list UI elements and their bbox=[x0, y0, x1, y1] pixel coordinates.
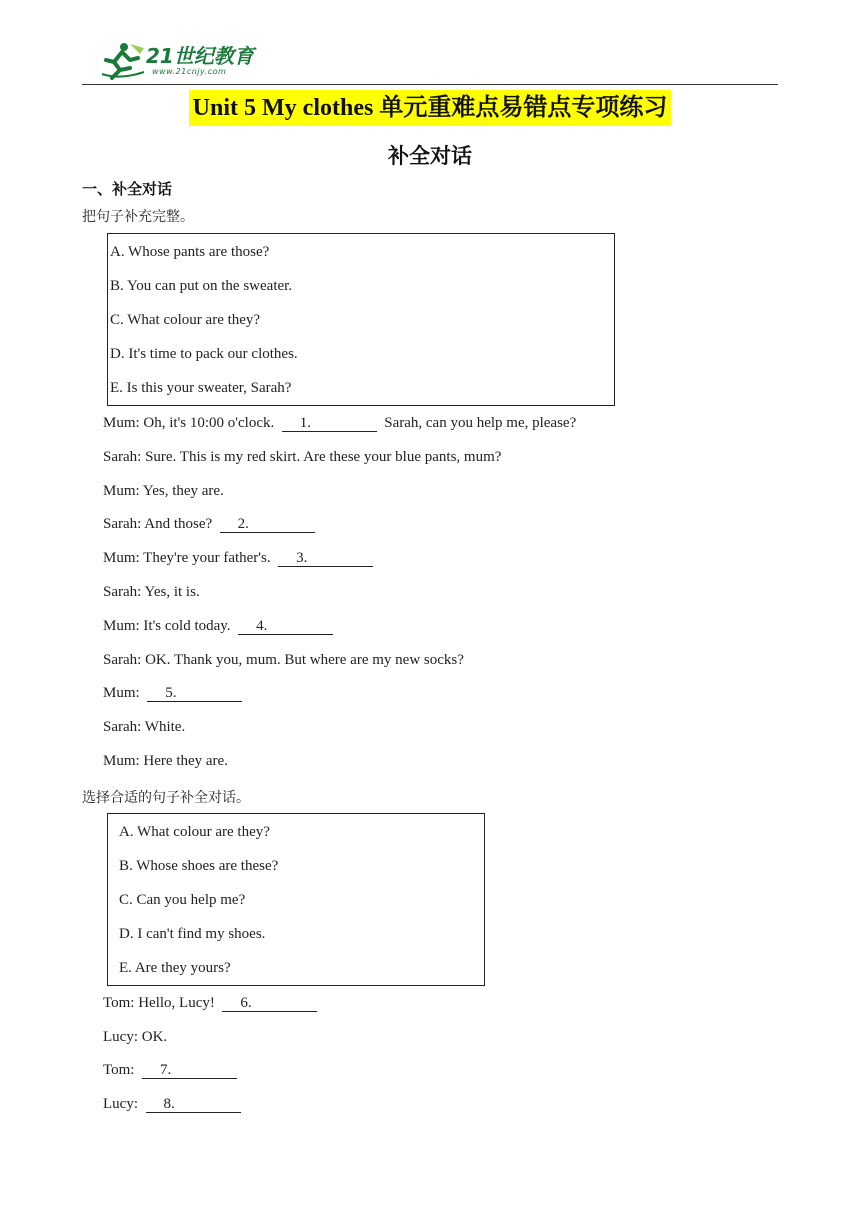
header-divider bbox=[82, 84, 778, 85]
dialog-line: Lucy: OK. bbox=[103, 1029, 168, 1045]
option-c: C. Can you help me? bbox=[119, 892, 246, 908]
part2-options-box bbox=[107, 813, 485, 986]
dialog-line: Sarah: White. bbox=[103, 719, 186, 735]
option-b: B. You can put on the sweater. bbox=[110, 278, 293, 294]
option-b: B. Whose shoes are these? bbox=[119, 858, 279, 874]
site-logo bbox=[100, 40, 270, 84]
dialog-line: Mum: Yes, they are. bbox=[103, 483, 224, 499]
answer-blank-8[interactable]: 8. bbox=[146, 1096, 241, 1113]
answer-blank-3[interactable]: 3. bbox=[278, 550, 373, 567]
dialog-line: Tom: 7. bbox=[103, 1062, 237, 1079]
dialog-line: Sarah: Sure. This is my red skirt. Are these your blue pants, mum? bbox=[103, 449, 502, 465]
page-title: Unit 5 My clothes 单元重难点易错点专项练习 bbox=[189, 90, 672, 126]
option-c: C. What colour are they? bbox=[110, 312, 261, 328]
dialog-line: Lucy: 8. bbox=[103, 1096, 241, 1113]
part2-instruction: 选择合适的句子补全对话。 bbox=[82, 790, 250, 806]
dialog-line: Mum: Here they are. bbox=[103, 753, 228, 769]
option-a: A. What colour are they? bbox=[119, 824, 270, 840]
option-d: D. It's time to pack our clothes. bbox=[110, 346, 298, 362]
dialog-line: Mum: It's cold today. 4. bbox=[103, 618, 333, 635]
part1-options-box bbox=[107, 233, 615, 406]
section-heading: 一、补全对话 bbox=[82, 180, 173, 198]
logo-brand-text: 21世纪教育 bbox=[146, 44, 254, 68]
dialog-line: Sarah: And those? 2. bbox=[103, 516, 315, 533]
dialog-line: Mum: They're your father's. 3. bbox=[103, 550, 373, 567]
answer-blank-5[interactable]: 5. bbox=[147, 685, 242, 702]
logo-url-text: www.21cnjy.com bbox=[152, 67, 227, 76]
dialog-line: Tom: Hello, Lucy! 6. bbox=[103, 995, 317, 1012]
answer-blank-1[interactable]: 1. bbox=[282, 415, 377, 432]
option-e: E. Is this your sweater, Sarah? bbox=[110, 380, 292, 396]
answer-blank-6[interactable]: 6. bbox=[222, 995, 317, 1012]
answer-blank-2[interactable]: 2. bbox=[220, 516, 315, 533]
dialog-line: Mum: 5. bbox=[103, 685, 242, 702]
dialog-line: Sarah: OK. Thank you, mum. But where are my new socks? bbox=[103, 652, 464, 668]
option-e: E. Are they yours? bbox=[119, 960, 231, 976]
runner-logo-icon bbox=[100, 40, 146, 80]
dialog-line: Mum: Oh, it's 10:00 o'clock. 1. Sarah, can you help me, please? bbox=[103, 415, 577, 431]
part1-instruction: 把句子补充完整。 bbox=[82, 209, 194, 225]
option-a: A. Whose pants are those? bbox=[110, 244, 270, 260]
answer-blank-7[interactable]: 7. bbox=[142, 1062, 237, 1079]
dialog-line: Sarah: Yes, it is. bbox=[103, 584, 200, 600]
option-d: D. I can't find my shoes. bbox=[119, 926, 266, 942]
page-subtitle: 补全对话 bbox=[388, 143, 472, 168]
answer-blank-4[interactable]: 4. bbox=[238, 618, 333, 635]
